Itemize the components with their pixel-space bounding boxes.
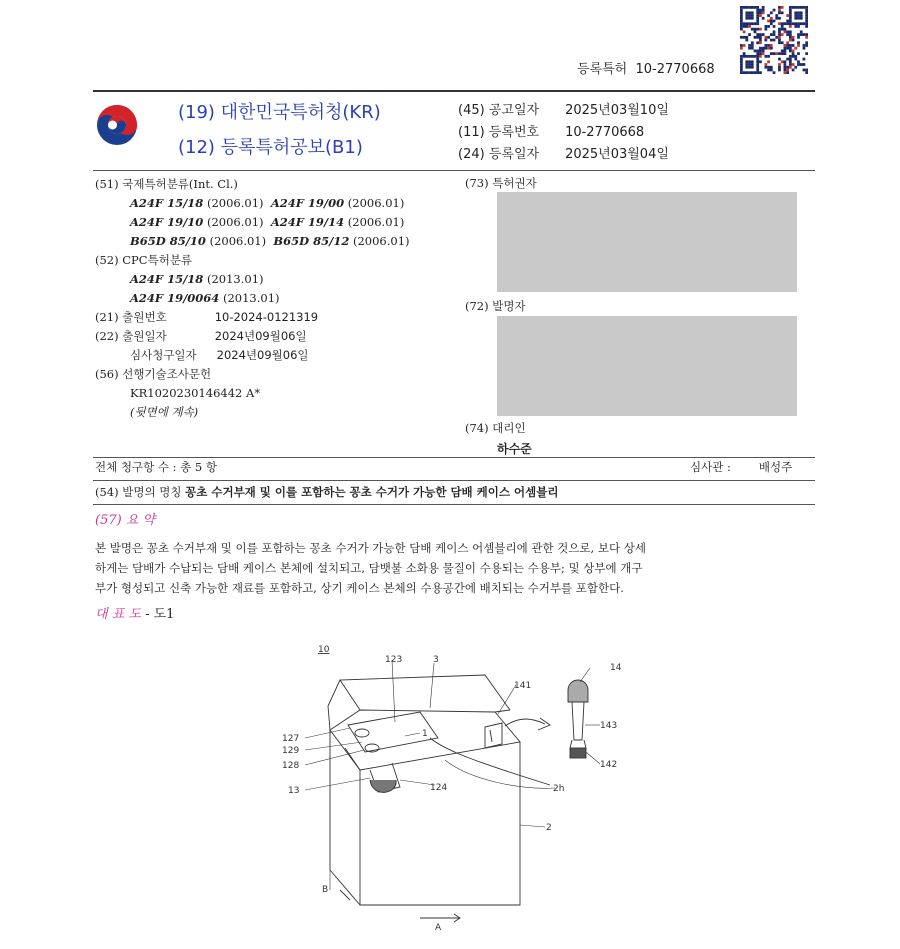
ipc-title: (51) 국제특허분류(Int. Cl.) [95,177,238,191]
leader-lines [305,660,600,827]
cpc-row: A24F 19/0064 (2013.01) [130,291,280,305]
collector-member [568,680,588,758]
total-claims: 전체 청구항 수 : 총 5 항 [95,460,217,474]
title-rule-top [93,480,815,481]
ipc-row: B65D 85/10 (2006.01) B65D 85/12 (2006.01) [130,234,410,248]
label-127: 127 [282,734,300,744]
abstract-line: 부가 형성되고 신축 가능한 재료를 포함하고, 상기 케이스 본체의 수용공간에 배치되는 수거부를 포함한다. [95,581,624,595]
label-10: 10 [318,645,330,655]
filing-date: (22) 출원일자 2024년09월06일 [95,329,307,343]
label-14: 14 [610,663,622,673]
exam-date: 심사청구일자 2024년09월06일 [130,348,309,362]
invention-title-row: (54) 발명의 명칭 꽁초 수거부재 및 이를 포함하는 꽁초 수거가 가능한 담배 케이스 어셈블리 [95,485,559,499]
header-fields [458,100,669,166]
header-rule [93,170,815,171]
label-142: 142 [600,760,618,770]
label-2h: 2h [553,784,565,794]
inventor-label: (72) 발명자 [465,299,526,313]
cpc-row: A24F 15/18 (2013.01) [130,272,264,286]
label-3: 3 [433,655,439,665]
label-129: 129 [282,746,300,756]
claims-rule [93,457,815,458]
abstract-text [95,538,817,598]
ipc-row: A24F 19/10 (2006.01) A24F 19/14 (2006.01) [130,215,405,229]
publication-type: (12) 등록특허공보(B1) [178,137,363,158]
label-13: 13 [288,786,300,796]
abstract-heading: (57) 요 약 [95,513,156,528]
label-143: 143 [600,721,618,731]
title-rule-bottom [93,504,815,505]
reg-prefix: 등록특허 [577,62,628,77]
ipc-row: A24F 15/18 (2006.01) A24F 19/00 (2006.01) [130,196,405,210]
label-1: 1 [422,729,428,739]
bibliographic-left [95,175,410,422]
prior-art-title: (56) 선행기술조사문헌 [95,367,212,381]
patent-drawing [270,630,650,935]
abstract-line: 본 발명은 꽁초 수거부재 및 이를 포함하는 꽁초 수거가 가능한 담배 케이스 어셈블리에 관한 것으로, 보다 상세 [95,541,646,555]
label-123: 123 [385,655,403,665]
top-rule [93,90,815,92]
field-publication-date: (45) 공고일자 2025년03월10일 [458,103,669,118]
agent-name: 하수준 [497,442,532,456]
label-141: 141 [514,681,532,691]
representative-figure: 대 표 도 - 도1 [95,607,175,622]
invention-title: 꽁초 수거부재 및 이를 포함하는 꽁초 수거가 가능한 담배 케이스 어셈블리 [185,485,559,499]
redacted-holder [497,192,797,292]
reg-number: 10-2770668 [635,62,715,77]
qr-code [740,6,808,74]
label-2: 2 [546,823,552,833]
arrow-a [420,914,460,922]
agent-label: (74) 대리인 [465,421,526,435]
continued-note: (뒷면에 계속) [130,405,199,419]
label-B: B [322,885,329,895]
application-number: (21) 출원번호 10-2024-0121319 [95,310,319,324]
registration-header [577,58,715,77]
redacted-inventor [497,316,797,416]
label-A: A [435,923,442,933]
office-title: (19) 대한민국특허청(KR) [178,102,381,123]
abstract-line: 하게는 담배가 수납되는 담배 케이스 본체에 설치되고, 담뱃불 소화용 물질이 수용되는 수용부; 및 상부에 개구 [95,561,643,575]
cpc-title: (52) CPC특허분류 [95,253,193,267]
field-registration-date: (24) 등록일자 2025년03월04일 [458,147,669,162]
examiner: 심사관 : 배성주 [690,460,793,474]
label-124: 124 [430,783,448,793]
prior-art-doc: KR1020230146442 A* [130,386,261,400]
field-registration-number: (11) 등록번호 10-2770668 [458,125,645,140]
kipo-logo [95,103,139,147]
label-128: 128 [282,761,300,771]
holder-label: (73) 특허권자 [465,176,537,190]
